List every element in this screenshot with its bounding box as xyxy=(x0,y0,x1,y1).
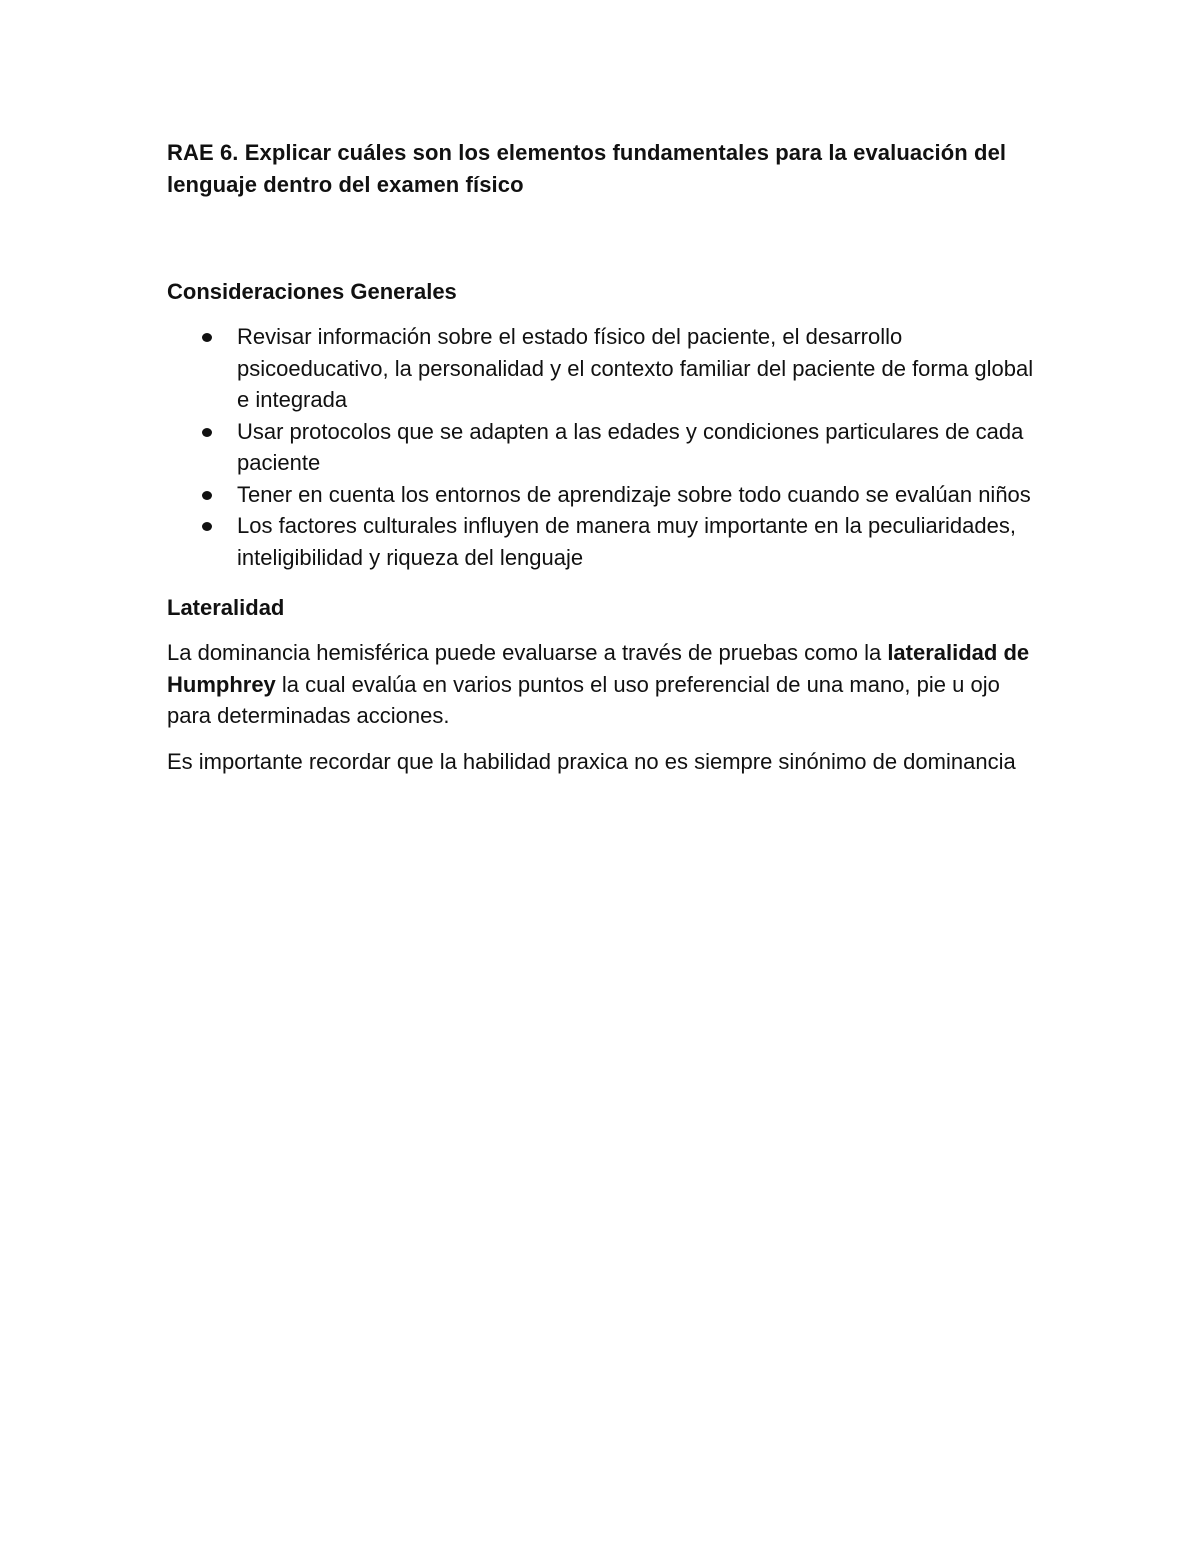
paragraph-text: la cual evalúa en varios puntos el uso preferencial de una mano, pie u ojo para determinadas acciones. xyxy=(167,671,1000,728)
bullet-icon xyxy=(202,428,212,437)
list-item-text: Los factores culturales influyen de manera muy importante en la peculiaridades, inteligibilidad y riqueza del lenguaje xyxy=(237,513,1016,570)
list-item-text: Revisar información sobre el estado físico del paciente, el desarrollo psicoeducativo, la personalidad y el contexto familiar del paciente de forma global e integrada xyxy=(237,324,1034,412)
heading-lateralidad: Lateralidad xyxy=(167,595,285,620)
list-item-text: Tener en cuenta los entornos de aprendizaje sobre todo cuando se evalúan niños xyxy=(237,481,1031,507)
bullet-icon xyxy=(202,491,212,500)
document-page xyxy=(167,137,1037,777)
paragraph-text: La dominancia hemisférica puede evaluarse a través de pruebas como la xyxy=(167,640,888,665)
list-item xyxy=(167,510,1037,573)
humphrey-term: lateralidad de Humphrey xyxy=(167,640,1030,697)
list-item-text: Usar protocolos que se adapten a las edades y condiciones particulares de cada paciente xyxy=(237,418,1024,475)
bullet-icon xyxy=(202,333,212,342)
paragraph-habilidad-praxica: Es importante recordar que la habilidad praxica no es siempre sinónimo de dominancia xyxy=(167,748,1016,774)
list-item xyxy=(167,479,1037,511)
list-item xyxy=(167,416,1037,479)
list-item xyxy=(167,321,1037,416)
considerations-list xyxy=(167,321,1037,573)
document-title: RAE 6. Explicar cuáles son los elementos fundamentales para la evaluación del lenguaje dentro del examen físico xyxy=(167,140,1007,197)
heading-consideraciones-generales: Consideraciones Generales xyxy=(167,279,457,304)
bullet-icon xyxy=(202,522,212,531)
paragraph-dominancia xyxy=(167,637,1037,732)
